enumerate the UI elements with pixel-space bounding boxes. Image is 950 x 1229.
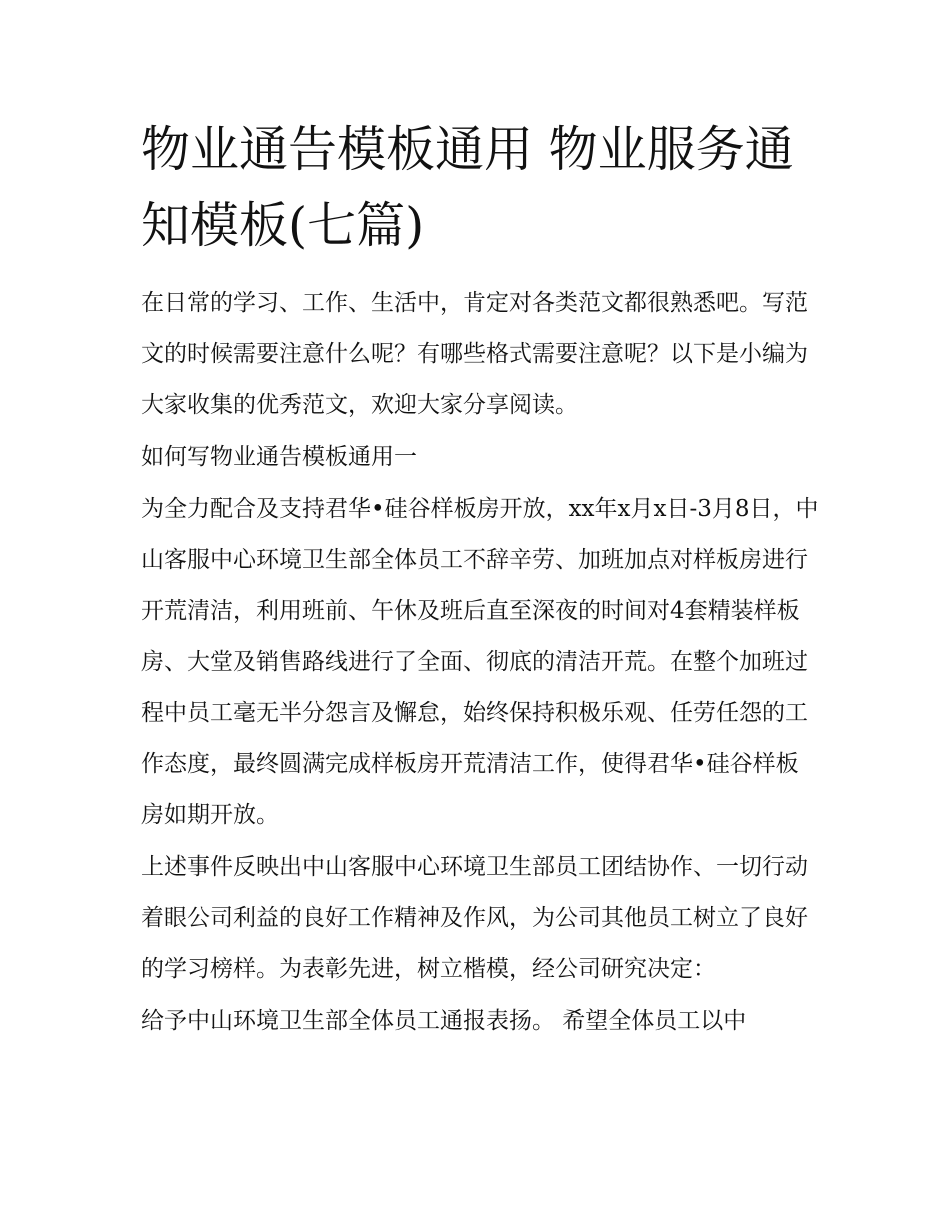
- body-paragraph: 给予中山环境卫生部全体员工通报表扬。 希望全体员工以中: [141, 1008, 747, 1034]
- body-paragraph: 上述事件反映出中山客服中心环境卫生部员工团结协作、一切行动着眼公司利益的良好工作精神及作风，为公司其他员工树立了良好的学习榜样。为表彰先进，树立楷模，经公司研究决定：: [141, 854, 808, 982]
- document-title: 物业通告模板通用 物业服务通知模板(七篇): [141, 121, 794, 254]
- document-body: [141, 112, 821, 1047]
- body-paragraph: 为全力配合及支持君华•硅谷样板房开放，xx年x月x日-3月8日，中山客服中心环境卫生部全体员工不辞辛劳、加班加点对样板房进行开荒清洁，利用班前、午休及班后直至深夜的时间对4套精装样板房、大堂及销售路线进行了全面、彻底的清洁开荒。在整个加班过程中员工毫无半分怨言及懈怠，始终保持积极乐观、任劳任怨的工作态度，最终圆满完成样板房开荒清洁工作，使得君华•硅谷样板房如期开放。: [141, 496, 819, 828]
- section-heading: 如何写物业通告模板通用一: [141, 444, 417, 470]
- intro-paragraph: 在日常的学习、工作、生活中，肯定对各类范文都很熟悉吧。写范文的时候需要注意什么呢？有哪些格式需要注意呢？以下是小编为大家收集的优秀范文，欢迎大家分享阅读。: [141, 290, 808, 418]
